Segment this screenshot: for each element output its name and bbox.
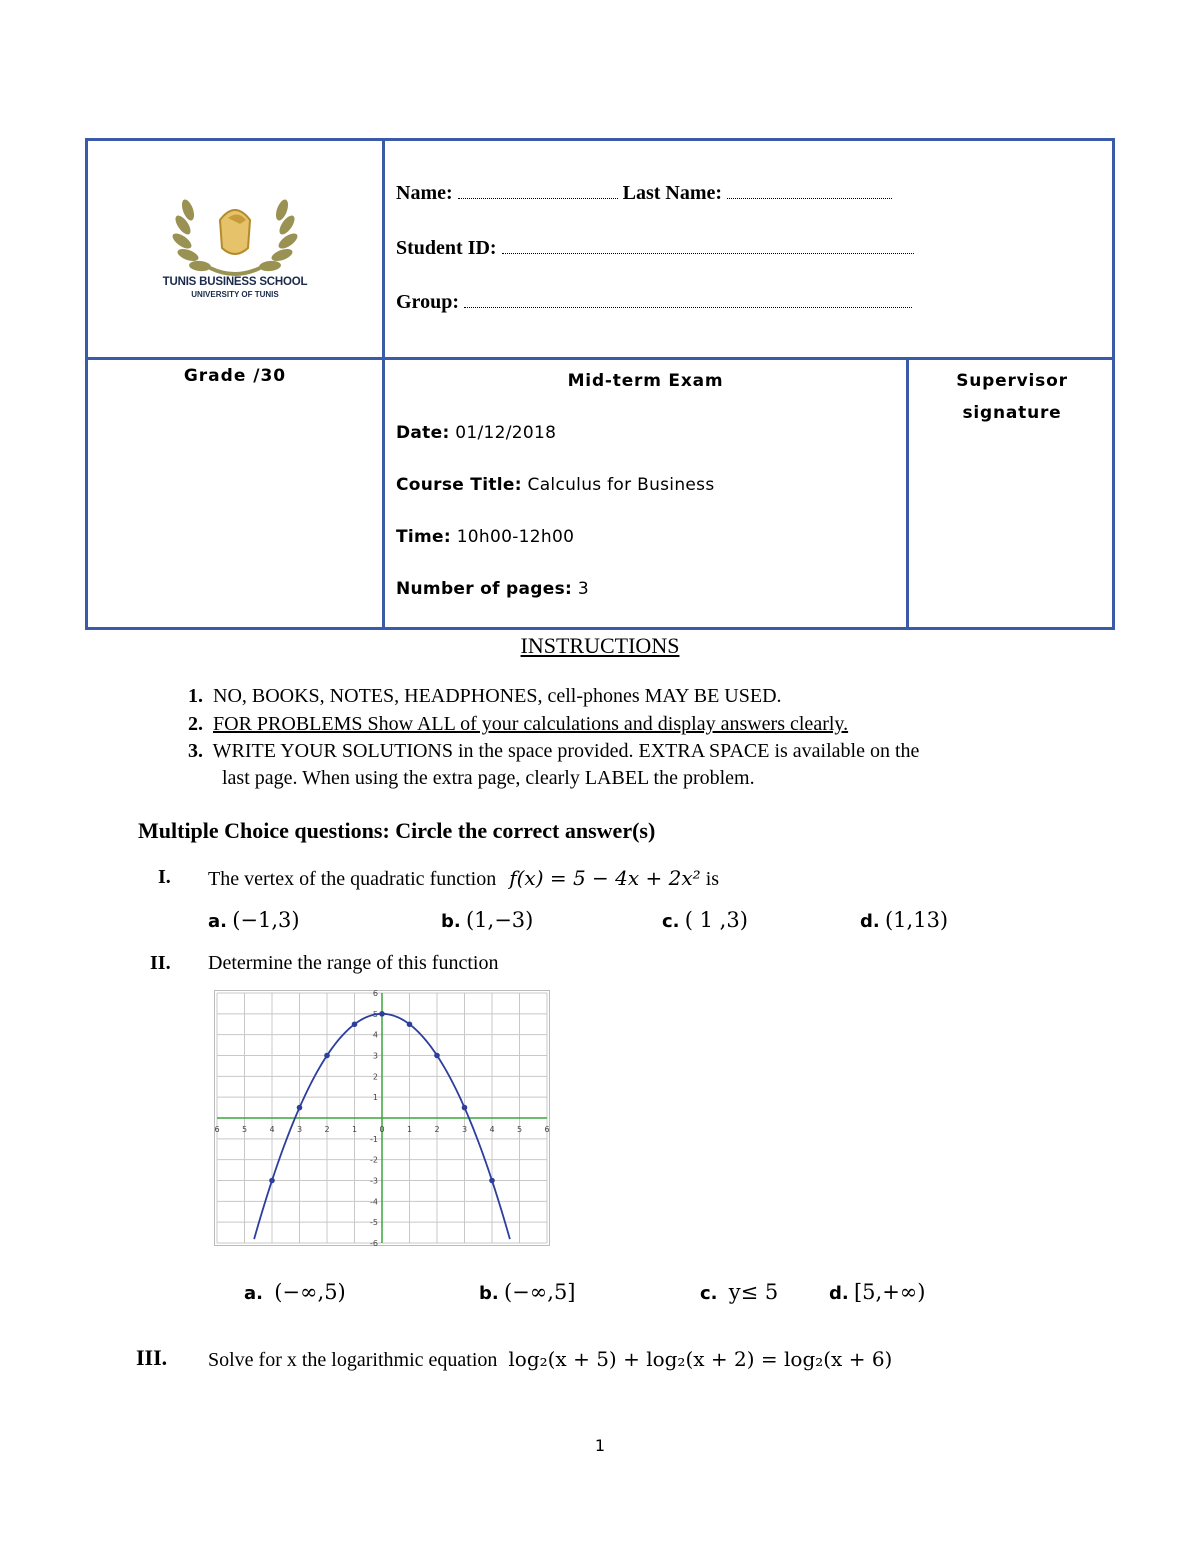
instruction-number: 1. — [188, 685, 203, 707]
option-letter: b. — [479, 1283, 499, 1304]
group-row — [396, 291, 912, 314]
data-point — [434, 1053, 440, 1059]
y-tick-label: -2 — [370, 1155, 378, 1165]
question-1-text — [208, 866, 719, 891]
school-logo — [150, 180, 320, 305]
number-of-pages — [396, 579, 589, 599]
question-2-text: Determine the range of this function — [208, 952, 499, 974]
option-value: (−∞,5) — [274, 1280, 346, 1304]
time-value: 10h00-12h00 — [456, 527, 575, 547]
question-3-number: III. — [136, 1345, 168, 1370]
y-tick-label: 2 — [372, 1072, 378, 1082]
question-1-option-a[interactable] — [208, 908, 300, 933]
instruction-3 — [188, 740, 919, 763]
logo-university-name: UNIVERSITY OF TUNIS — [191, 290, 279, 299]
x-tick-label: 4 — [489, 1125, 495, 1134]
group-field[interactable] — [464, 293, 912, 308]
grade-label: Grade /30 — [183, 366, 287, 386]
x-tick-label: 3 — [296, 1125, 303, 1134]
question-2-number: II. — [150, 952, 171, 974]
name-row — [396, 182, 892, 205]
option-value: (−∞,5] — [503, 1280, 576, 1304]
data-point — [324, 1053, 330, 1059]
instructions-title: INSTRUCTIONS — [520, 633, 680, 658]
x-tick-label: 5 — [516, 1125, 523, 1134]
data-point — [407, 1021, 413, 1027]
student-id-field[interactable] — [502, 239, 914, 254]
question-1-suffix: is — [705, 868, 720, 890]
y-tick-label: -6 — [370, 1239, 378, 1246]
instruction-3-continuation: last page. When using the extra page, clearly LABEL the problem. — [222, 767, 755, 789]
instruction-text: NO, BOOKS, NOTES, HEADPHONES, cell-phones MAY BE USED. — [213, 685, 782, 707]
name-field[interactable] — [458, 184, 618, 199]
question-1-number: I. — [158, 866, 171, 888]
group-label: Group: — [396, 291, 459, 313]
course-label: Course Title: — [396, 475, 522, 495]
option-value: ( 1 ,3) — [684, 908, 748, 932]
x-tick-label: 1 — [351, 1125, 358, 1134]
y-tick-label: 6 — [372, 990, 378, 998]
date-value: 01/12/2018 — [455, 423, 557, 443]
y-tick-label: -1 — [370, 1134, 378, 1144]
instruction-text: WRITE YOUR SOLUTIONS in the space provided. EXTRA SPACE is available on the — [212, 740, 920, 762]
data-point — [379, 1011, 385, 1017]
instruction-text: FOR PROBLEMS Show ALL of your calculations and display answers clearly. — [213, 713, 849, 735]
x-tick-label: 1 — [406, 1125, 413, 1134]
data-point — [297, 1105, 303, 1111]
question-2-option-d[interactable] — [829, 1280, 926, 1305]
option-letter: a. — [208, 911, 227, 932]
x-tick-label: 2 — [324, 1125, 330, 1134]
last-name-label: Last Name: — [622, 182, 723, 204]
option-letter: d. — [829, 1283, 849, 1304]
data-point — [489, 1178, 495, 1184]
y-tick-label: 5 — [372, 1009, 378, 1019]
question-2-option-b[interactable] — [479, 1280, 576, 1305]
question-3-text — [208, 1347, 892, 1372]
question-1-prompt: The vertex of the quadratic function — [208, 868, 497, 890]
page-number: 1 — [594, 1436, 606, 1455]
x-tick-label: 0 — [379, 1125, 385, 1134]
question-3-prompt: Solve for x the logarithmic equation — [208, 1349, 498, 1371]
question-2-option-a[interactable] — [244, 1280, 346, 1305]
y-tick-label: 1 — [372, 1093, 378, 1103]
option-value: (1,13) — [884, 908, 949, 932]
y-tick-label: -5 — [370, 1218, 378, 1228]
option-value: y≤ 5 — [728, 1280, 779, 1304]
exam-title: Mid-term Exam — [567, 371, 724, 391]
instruction-1 — [188, 685, 782, 708]
question-1-option-c[interactable] — [662, 908, 748, 933]
exam-date — [396, 423, 556, 443]
option-letter: c. — [662, 911, 680, 932]
time-label: Time: — [396, 527, 451, 547]
question-1-option-d[interactable] — [860, 908, 948, 933]
date-label: Date: — [396, 423, 450, 443]
data-point — [352, 1021, 358, 1027]
name-label: Name: — [396, 182, 453, 204]
option-value: (1,−3) — [465, 908, 534, 932]
parabola-graph — [214, 990, 550, 1246]
y-tick-label: -3 — [370, 1176, 378, 1186]
student-id-row — [396, 237, 914, 260]
x-tick-label: 2 — [434, 1125, 440, 1134]
multiple-choice-title: Multiple Choice questions: Circle the correct answer(s) — [138, 818, 656, 843]
last-name-field[interactable] — [727, 184, 892, 199]
option-value: [5,+∞) — [853, 1280, 926, 1304]
instruction-number: 2. — [188, 713, 203, 735]
data-point — [269, 1178, 275, 1184]
exam-time — [396, 527, 574, 547]
instruction-2 — [188, 713, 848, 736]
instruction-number: 3. — [188, 740, 203, 762]
supervisor-label: Supervisor — [956, 371, 1068, 391]
x-tick-label: 4 — [269, 1125, 275, 1134]
pages-value: 3 — [577, 579, 589, 599]
course-title — [396, 475, 714, 495]
option-letter: a. — [244, 1283, 263, 1304]
x-tick-label: 3 — [461, 1125, 468, 1134]
header-col-divider-2 — [906, 357, 909, 630]
y-tick-label: -4 — [370, 1197, 378, 1207]
question-2-option-c[interactable] — [700, 1280, 778, 1305]
question-1-formula: f(x) = 5 − 4x + 2x² — [509, 866, 701, 890]
course-value: Calculus for Business — [527, 475, 715, 495]
x-tick-label: 5 — [241, 1125, 248, 1134]
option-value: (−1,3) — [232, 908, 300, 932]
signature-label: signature — [962, 403, 1062, 423]
pages-label: Number of pages: — [396, 579, 573, 599]
logo-school-name: TUNIS BUSINESS SCHOOL — [162, 276, 308, 288]
question-3-formula: log₂(x + 5) + log₂(x + 2) = log₂(x + 6) — [508, 1347, 893, 1371]
y-tick-label: 3 — [372, 1051, 378, 1061]
option-letter: c. — [700, 1283, 718, 1304]
data-point — [462, 1105, 468, 1111]
option-letter: d. — [860, 911, 880, 932]
option-letter: b. — [441, 911, 461, 932]
student-id-label: Student ID: — [396, 237, 497, 259]
question-1-option-b[interactable] — [441, 908, 533, 933]
x-tick-label: 6 — [214, 1125, 220, 1134]
header-row-divider — [85, 357, 1115, 360]
y-tick-label: 4 — [372, 1030, 378, 1040]
x-tick-label: 6 — [544, 1125, 550, 1134]
